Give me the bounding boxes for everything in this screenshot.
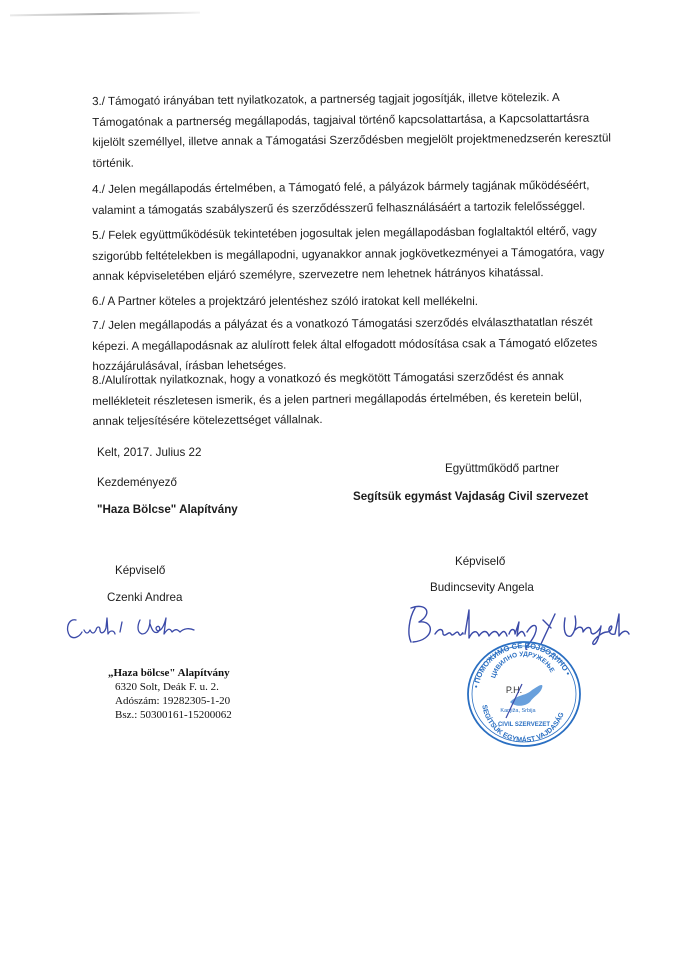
stamp-address: 6320 Solt, Deák F. u. 2. (115, 681, 219, 693)
initiator-organization: "Haza Bölcse" Alapítvány (97, 503, 238, 516)
partner-representative-label: Képviselő (455, 555, 506, 568)
partner-representative-name: Budincsevity Angela (430, 581, 534, 594)
paragraph-7: 7./ Jelen megállapodás a pályázat és a vonatkozó Támogatási szerződés elválaszthatatlan részét képezi. A megállapodásnak az alulírott felek által elfogadott módosítása csak a Támogató előzetes hozzájárulásával, írásban lehetséges. (92, 315, 598, 373)
signature-scribble-icon (62, 610, 212, 646)
svg-text:• ПОМОЖИМО СЕ ВОЈВОДИНО •: • ПОМОЖИМО СЕ ВОЈВОДИНО • (471, 640, 573, 689)
partner-organization: Segítsük egymást Vajdaság Civil szervezet (353, 490, 589, 503)
initiator-signature (62, 610, 212, 651)
stamp-org-name: „Haza bölcse" Alapítvány (108, 667, 230, 679)
paragraph-3: 3./ Támogató irányában tett nyilatkozatok, a partnerség tagjait jogosítják, illetve kötelezik. A Támogatónak a partnerség megállapodás, tagjaival történő kapcsolattartása, a Kapcsolattartásra kijelölt személlyel, illetve annak a Támogatási Szerződésben megjelölt projektmenedzserén keresztül történik. (92, 90, 612, 170)
svg-text:P.H.: P.H. (505, 685, 523, 695)
paragraph-5: 5./ Felek együttműködésük tekintetében jogosultak jelen megállapodásban foglaltaktól eltérő, vagy szigorúbb feltételekben is megállapodni, ugyanakkor annak jogkövetkezményei a Támogatóra, vagy annak képviseletében eljáró személyre, szervezetre nem lehetnek hátrányos kihatással. (92, 224, 605, 283)
svg-text:ЦИВИЛНО УДРУЖЕЊЕ: ЦИВИЛНО УДРУЖЕЊЕ (490, 650, 556, 680)
paragraph-4: 4./ Jelen megállapodás értelmében, a Támogató felé, a pályázok bármely tagjának működéséért, valamint a támogatás szabályszerű és szerződésszerű felhasználásáért a tartozik felelősséggel. (92, 178, 590, 217)
paragraph-8: 8./Alulírottak nyilatkoznak, hogy a vonatkozó és megkötött Támogatási szerződést és annak mellékleteit részletesen ismerik, és a jelen partneri megállapodás értelmében, és keretein belül, annak teljesítésére kötelezettséget vállalnak. (92, 369, 583, 428)
stamp-tax-number: Adószám: 19282305-1-20 (115, 695, 231, 707)
stamp-registration-number: Bsz.: 50300161-15200062 (115, 709, 232, 721)
svg-text:CIVIL SZERVEZET: CIVIL SZERVEZET (497, 722, 551, 728)
official-round-seal (460, 638, 588, 753)
svg-text:SEGÍTSÜK EGYMÁST VAJDASÁG: SEGÍTSÜK EGYMÁST VAJDASÁG (480, 704, 566, 745)
round-seal-icon (460, 638, 588, 748)
svg-text:Kanjiža, Srbija: Kanjiža, Srbija (500, 708, 536, 714)
initiator-label: Kezdeményező (97, 476, 177, 489)
initiator-representative-label: Képviselő (115, 564, 166, 577)
initiator-representative-name: Czenki Andrea (107, 591, 183, 604)
organization-address-stamp (108, 666, 232, 722)
scan-artifact-line (10, 12, 200, 17)
partner-label: Együttműködő partner (445, 462, 560, 475)
document-date: Kelt, 2017. Julius 22 (97, 446, 202, 459)
paragraph-6: 6./ A Partner köteles a projektzáró jelentéshez szóló iratokat kell mellékelni. (92, 295, 479, 308)
